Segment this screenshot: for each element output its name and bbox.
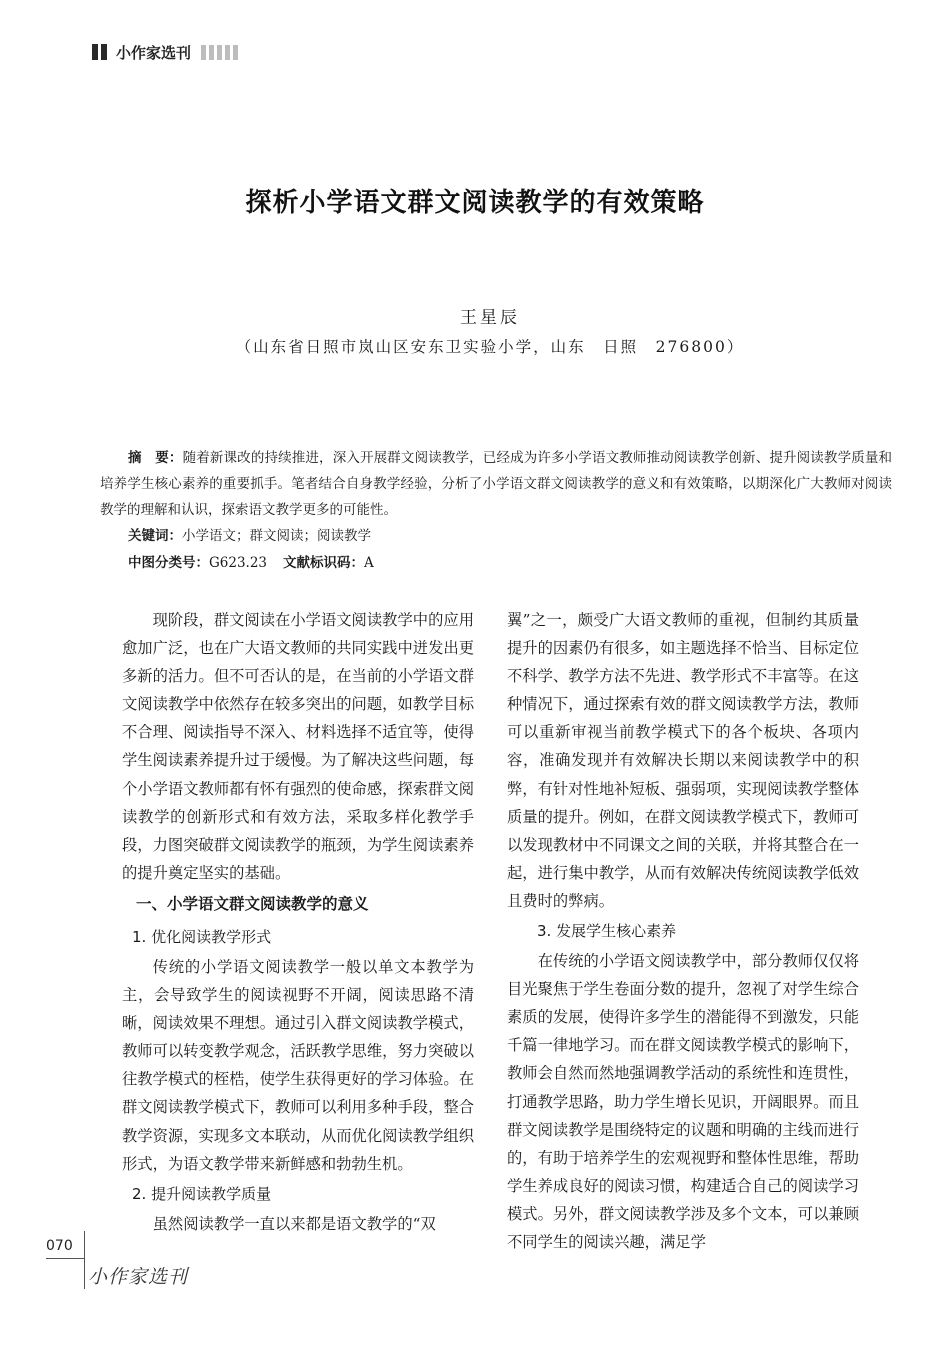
doccode: A [364, 555, 374, 571]
keywords-label: 关键词： [128, 528, 182, 544]
header-bars-dark [92, 44, 107, 60]
footer-horizontal-rule [46, 1258, 84, 1259]
clc-code: G623.23 [209, 555, 268, 571]
footer-vertical-rule [84, 1231, 85, 1289]
section-heading-1: 一、小学语文群文阅读教学的意义 [136, 894, 369, 913]
subsection-1-paragraph: 传统的小学语文阅读教学一般以单文本教学为主，会导致学生的阅读视野不开阔，阅读思路不清晰，阅读效果不理想。通过引入群文阅读教学模式，教师可以转变教学观念，活跃教学思维，努力突破以往教学模式的桎梏，使学生获得更好的学习体验。在群文阅读教学模式下，教师可以利用多种手段，整合教学资源，实现多文本联动，从而优化阅读教学组织形式，为语文教学带来新鲜感和勃勃生机。 [122, 957, 474, 1173]
subsection-2-paragraph-start: 虽然阅读教学一直以来都是语文教学的“双 [152, 1214, 436, 1233]
header-bars-light [201, 45, 238, 60]
abstract-label: 摘 要： [128, 450, 183, 466]
doccode-label: 文献标识码： [283, 555, 365, 571]
author-affiliation: （山东省日照市岚山区安东卫实验小学，山东 日照 276800） [235, 338, 745, 356]
body-column-left [122, 606, 474, 1238]
subsection-heading-2: 2. 提升阅读教学质量 [132, 1184, 272, 1203]
author-name: 王星辰 [460, 308, 520, 328]
journal-logo: 小作家选刊 [88, 1266, 189, 1288]
intro-paragraph: 现阶段，群文阅读在小学语文阅读教学中的应用愈加广泛，也在广大语文教师的共同实践中迸发出更多新的活力。但不可否认的是，在当前的小学语文群文阅读教学中依然存在较多突出的问题，如教学目标不合理、阅读指导不深入、材料选择不适宜等，使得学生阅读素养提升过于缓慢。为了解决这些问题，每个小学语文教师都有怀有强烈的使命感，探索群文阅读教学的创新形式和有效方法，采取多样化教学手段，力图突破群文阅读教学的瓶颈，为学生阅读素养的提升奠定坚实的基础。 [122, 611, 474, 882]
article-title: 探析小学语文群文阅读教学的有效策略 [245, 188, 705, 218]
keywords-line [128, 525, 371, 547]
subsection-2-paragraph-cont: 翼”之一，颇受广大语文教师的重视，但制约其质量提升的因素仍有很多，如主题选择不恰当、目标定位不科学、教学方法不先进、教学形式不丰富等。在这种情况下，通过探索有效的群文阅读教学方法，教师可以重新审视当前教学模式下的各个板块、各项内容，准确发现并有效解决长期以来阅读教学中的积弊，有针对性地补短板、强弱项，实现阅读教学整体质量的提升。例如，在群文阅读教学模式下，教师可以发现教材中不同课文之间的关联，并将其整合在一起，进行集中教学，从而有效解决传统阅读教学低效且费时的弊病。 [507, 611, 859, 910]
subsection-heading-3: 3. 发展学生核心素养 [537, 922, 677, 941]
page-number: 070 [46, 1238, 73, 1254]
running-header [92, 40, 238, 64]
classification-line [128, 552, 374, 574]
body-column-right [507, 606, 859, 1256]
subsection-3-paragraph: 在传统的小学语文阅读教学中，部分教师仅仅将目光聚焦于学生卷面分数的提升，忽视了对学生综合素质的发展，使得许多学生的潜能得不到激发，只能千篇一律地学习。而在群文阅读教学模式的影响下，教师会自然而然地强调教学活动的系统性和连贯性，打通教学思路，助力学生增长见识，开阔眼界。而且群文阅读教学是围绕特定的议题和明确的主线而进行的，有助于培养学生的宏观视野和整体性思维，帮助学生养成良好的阅读习惯，构建适合自己的阅读学习模式。另外，群文阅读教学涉及多个文本，可以兼顾不同学生的阅读兴趣，满足学 [507, 952, 859, 1251]
keywords: 小学语文；群文阅读；阅读教学 [182, 528, 371, 544]
clc-label: 中图分类号： [128, 555, 209, 571]
subsection-heading-1: 1. 优化阅读教学形式 [132, 927, 272, 946]
abstract [100, 445, 892, 523]
abstract-text: 随着新课改的持续推进，深入开展群文阅读教学，已经成为许多小学语文教师推动阅读教学创新、提升阅读教学质量和培养学生核心素养的重要抓手。笔者结合自身教学经验，分析了小学语文群文阅读教学的意义和有效策略，以期深化广大教师对阅读教学的理解和认识，探索语文教学更多的可能性。 [100, 450, 893, 518]
journal-name: 小作家选刊 [116, 43, 192, 62]
